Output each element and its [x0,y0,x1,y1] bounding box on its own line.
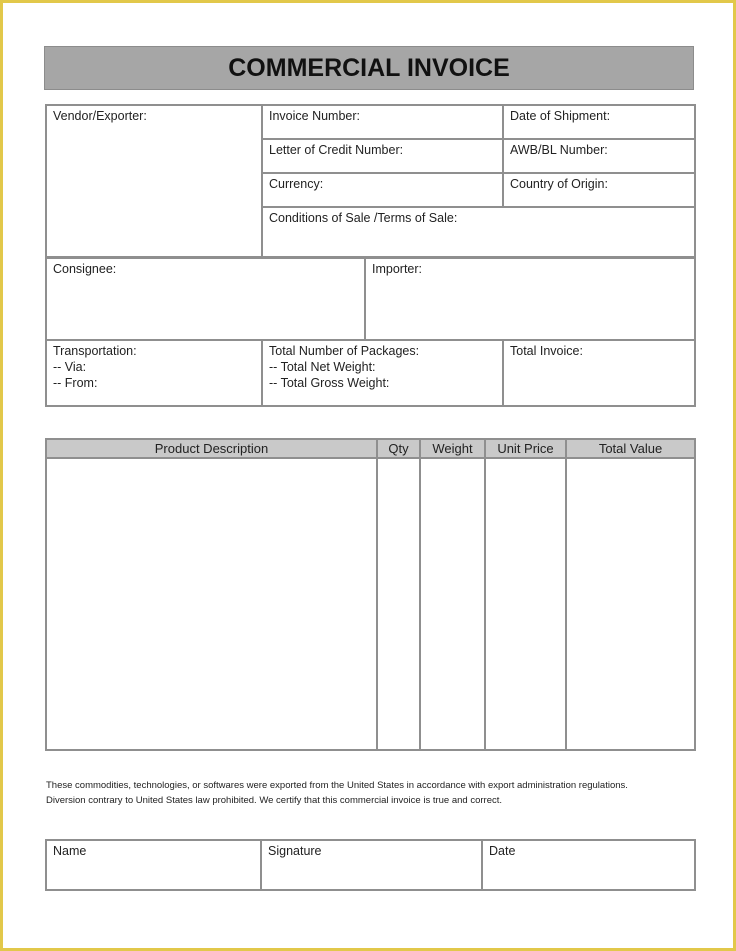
column-header-qty: Qty [376,438,421,459]
consignee-label: Consignee: [53,262,117,276]
invoice-title: COMMERCIAL INVOICE [44,46,694,90]
column-header-unit-price: Unit Price [484,438,567,459]
letter-of-credit-field[interactable] [261,138,504,174]
name-field[interactable] [45,839,262,891]
from-label: -- From: [53,376,98,390]
unit-price-column[interactable] [484,457,567,751]
total-net-weight-label: -- Total Net Weight: [269,360,376,374]
date-label: Date [489,844,516,858]
column-header-total-value: Total Value [565,438,696,459]
awb-bl-number-field[interactable] [502,138,696,174]
country-of-origin-label: Country of Origin: [510,177,608,191]
product-description-column[interactable] [45,457,378,751]
date-field[interactable] [481,839,696,891]
importer-field[interactable] [364,257,696,341]
vendor-exporter-field[interactable] [45,104,263,258]
currency-label: Currency: [269,177,324,191]
name-label: Name [53,844,87,858]
column-header-weight: Weight [419,438,486,459]
total-gross-weight-label: -- Total Gross Weight: [269,376,390,390]
country-of-origin-field[interactable] [502,172,696,208]
conditions-of-sale-label: Conditions of Sale /Terms of Sale: [269,211,458,225]
qty-column[interactable] [376,457,421,751]
invoice-number-field[interactable] [261,104,504,140]
column-header-product-description: Product Description [45,438,378,459]
awb-bl-number-label: AWB/BL Number: [510,143,608,157]
transportation-label: Transportation: [53,344,137,358]
transportation-field[interactable] [45,339,263,407]
total-packages-label: Total Number of Packages: [269,344,420,358]
currency-field[interactable] [261,172,504,208]
certification-statement [46,778,706,808]
via-label: -- Via: [53,360,87,374]
letter-of-credit-label: Letter of Credit Number: [269,143,404,157]
total-invoice-field[interactable] [502,339,696,407]
date-of-shipment-field[interactable] [502,104,696,140]
weight-column[interactable] [419,457,486,751]
certification-line-1: These commodities, technologies, or softwares were exported from the United States in accordance with export administration regulations. [46,780,628,791]
consignee-field[interactable] [45,257,366,341]
vendor-exporter-label: Vendor/Exporter: [53,109,147,123]
signature-field[interactable] [260,839,483,891]
packages-field[interactable] [261,339,504,407]
conditions-of-sale-field[interactable] [261,206,696,258]
total-invoice-label: Total Invoice: [510,344,583,358]
date-of-shipment-label: Date of Shipment: [510,109,611,123]
invoice-number-label: Invoice Number: [269,109,361,123]
certification-line-2: Diversion contrary to United States law prohibited. We certify that this commercial invoice is true and correct. [46,795,503,806]
importer-label: Importer: [372,262,423,276]
total-value-column[interactable] [565,457,696,751]
signature-label: Signature [268,844,322,858]
